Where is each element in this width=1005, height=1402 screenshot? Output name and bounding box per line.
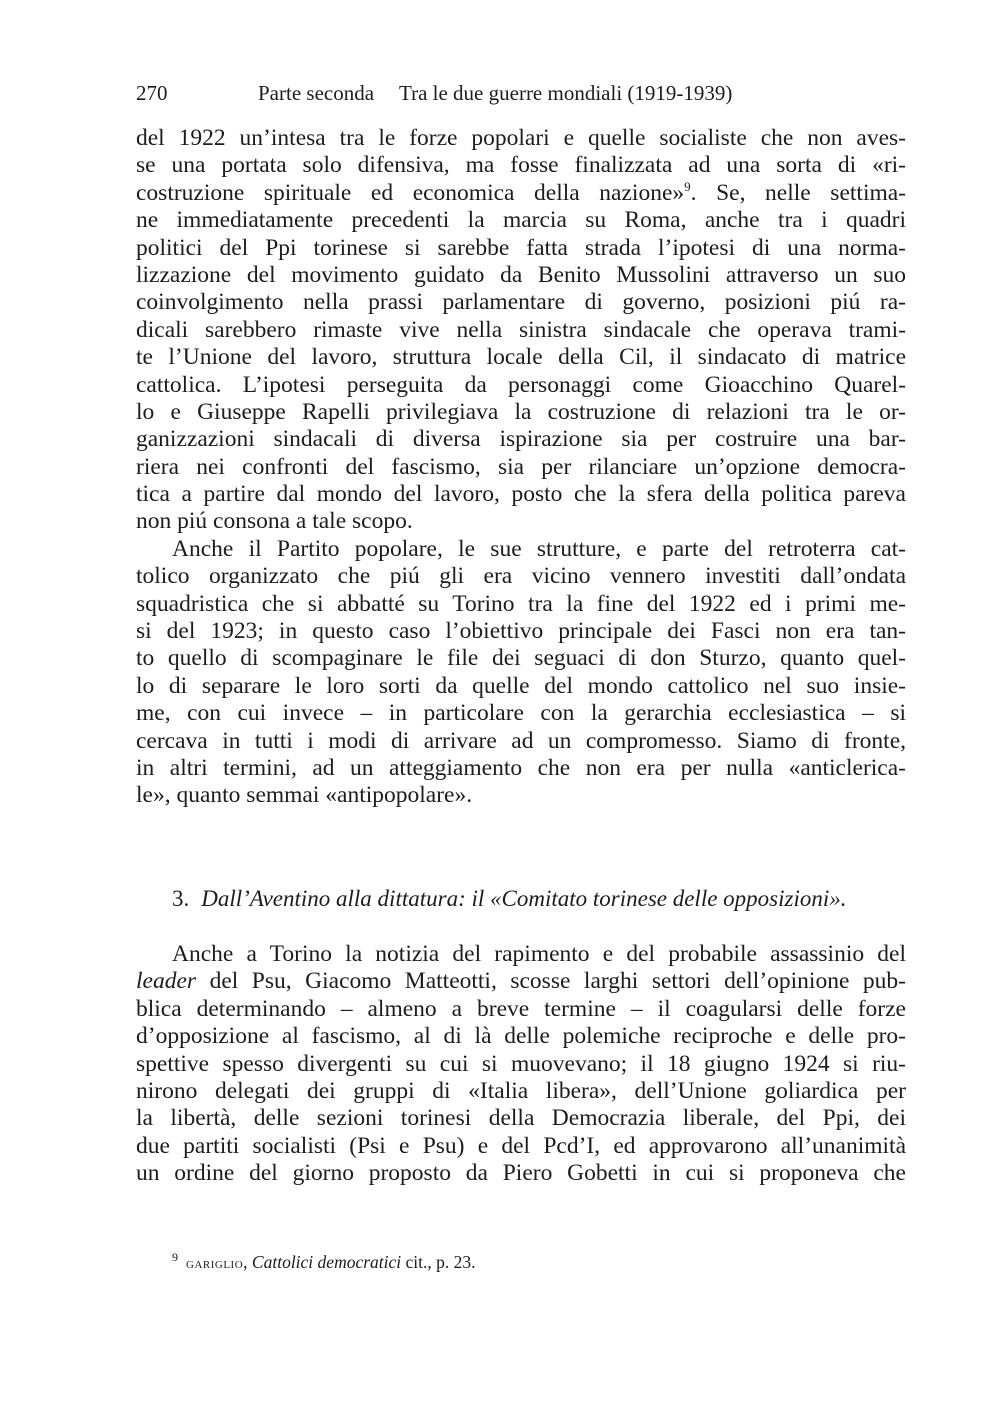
text-line: tolico organizzato che piú gli era vicino vennero investiti dall’ondata <box>136 563 906 590</box>
text-line: blica determinando – almeno a breve termine – il coagularsi delle forze <box>136 995 906 1022</box>
paragraph-block-2 <box>136 941 906 1188</box>
text-line: politici del Ppi torinese si sarebbe fatta strada l’ipotesi di una norma- <box>136 234 906 261</box>
text-line: Anche a Torino la notizia del rapimento e del probabile assassinio del <box>172 941 906 967</box>
text-line: in altri termini, ad un atteggiamento che non era per nulla «anticlerica- <box>136 754 906 781</box>
text-fragment: del Psu, Giacomo Matteotti, scosse larghi settori dell’opinione pub- <box>196 968 906 995</box>
section-number: 3. <box>172 886 190 911</box>
text-line: tica a partire dal mondo del lavoro, posto che la sfera della politica pareva <box>136 481 906 508</box>
part-label: Parte seconda <box>258 81 375 105</box>
text-line: un ordine del giorno proposto da Piero Gobetti in cui si proponeva che <box>136 1160 906 1187</box>
text-line: lo e Giuseppe Rapelli privilegiava la costruzione di relazioni tra le or- <box>136 398 906 425</box>
page-number: 270 <box>136 81 168 105</box>
footnote-number: 9 <box>172 1250 178 1264</box>
text-line: se una portata solo difensiva, ma fosse finalizzata ad una sorta di «ri- <box>136 152 906 179</box>
footnote-reference[interactable]: 9 <box>684 178 691 194</box>
text-line: dicali sarebbero rimaste vive nella sinistra sindacale che operava trami- <box>136 316 906 343</box>
text-line <box>136 180 906 207</box>
text-line: coinvolgimento nella prassi parlamentare di governo, posizioni piú ra- <box>136 289 906 316</box>
text-line: si del 1923; in questo caso l’obiettivo principale dei Fasci non era tan- <box>136 618 906 645</box>
running-head <box>136 79 906 107</box>
footnote: $^9$ gariglio, Cattolici democratici cit., p. 23. <box>172 1250 476 1272</box>
running-title: Tra le due guerre mondiali (1919-1939) <box>399 81 733 105</box>
footnote-author: gariglio <box>186 1254 244 1272</box>
text-line: la libertà, delle sezioni torinesi della Democrazia liberale, del Ppi, dei <box>136 1105 906 1132</box>
section-heading <box>172 884 912 914</box>
text-line: me, con cui invece – in particolare con la gerarchia ecclesiastica – si <box>136 700 906 727</box>
text-line: due partiti socialisti (Psi e Psu) e del Pcd’I, ed approvarono all’unanimità <box>136 1132 906 1159</box>
footnote-work-title: Cattolici democratici <box>251 1251 402 1272</box>
text-line: nirono delegati dei gruppi di «Italia libera», dell’Unione goliardica per <box>136 1077 906 1104</box>
text-line: to quello di scompaginare le file dei seguaci di don Sturzo, quanto quel- <box>136 645 906 672</box>
text-line: cattolica. L’ipotesi perseguita da personaggi come Gioacchino Quarel- <box>136 371 906 398</box>
paragraph-block-1 <box>136 125 906 810</box>
text-line: spettive spesso divergenti su cui si muovevano; il 18 giugno 1924 si riu- <box>136 1050 906 1077</box>
italic-term: leader <box>136 968 197 995</box>
text-line: ne immediatamente precedenti la marcia su Roma, anche tra i quadri <box>136 207 906 234</box>
text-line: non piú consona a tale scopo. <box>136 508 413 535</box>
text-fragment: costruzione spirituale ed economica della nazione» <box>136 179 685 206</box>
footnote-citation: cit., p. 23. <box>401 1251 476 1272</box>
text-line: ganizzazioni sindacali di diversa ispirazione sia per costruire una bar- <box>136 426 906 453</box>
text-line <box>136 968 906 995</box>
text-line: riera nei confronti del fascismo, sia per rilanciare un’opzione democra- <box>136 453 906 480</box>
text-line: d’opposizione al fascismo, al di là delle polemiche reciproche e delle pro- <box>136 1023 906 1050</box>
section-title: Dall’Aventino alla dittatura: il «Comitato torinese delle opposizioni». <box>201 886 847 911</box>
text-line: lo di separare le loro sorti da quelle del mondo cattolico nel suo insie- <box>136 672 906 699</box>
text-line: cercava in tutti i modi di arrivare ad un compromesso. Siamo di fronte, <box>136 727 906 754</box>
text-fragment: . Se, nelle settima- <box>690 179 907 206</box>
text-line: del 1922 un’intesa tra le forze popolari e quelle socialiste che non aves- <box>136 125 906 151</box>
text-line: Anche il Partito popolare, le sue strutture, e parte del retroterra cat- <box>172 535 906 562</box>
text-line: lizzazione del movimento guidato da Benito Mussolini attraverso un suo <box>136 261 906 288</box>
text-line: le», quanto semmai «antipopolare». <box>136 782 473 809</box>
text-line: squadristica che si abbatté su Torino tra la fine del 1922 ed i primi me- <box>136 590 906 617</box>
text-line: te l’Unione del lavoro, struttura locale della Cil, il sindacato di matrice <box>136 344 906 371</box>
